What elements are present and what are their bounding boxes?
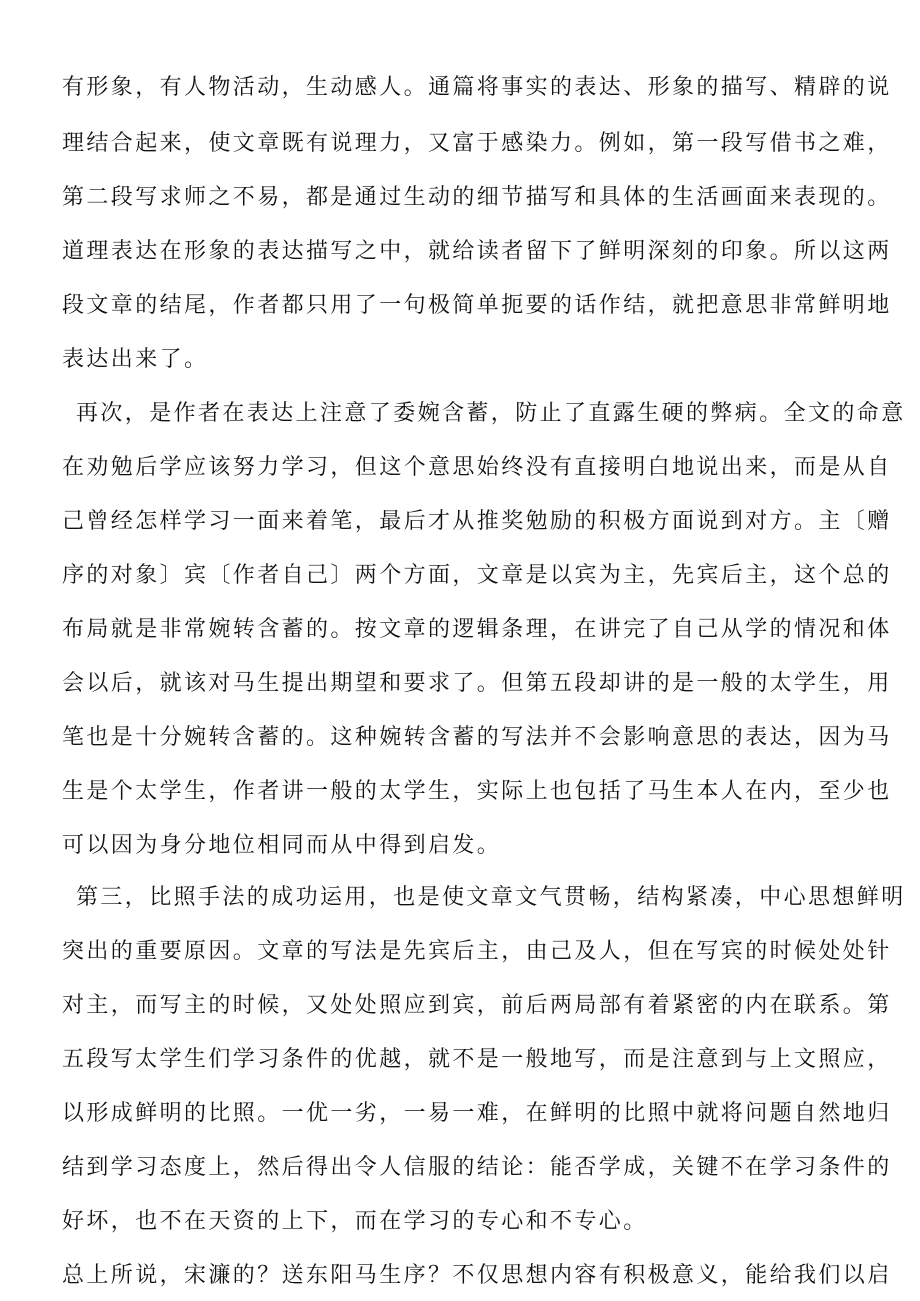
text-line: 生是个太学生，作者讲一般的太学生，实际上也包括了马生本人在内，至少也 [62,779,892,804]
text-line: 五段写太学生们学习条件的优越，就不是一般地写，而是注意到与上文照应， [62,1047,892,1072]
text-line: 布局就是非常婉转含蓄的。按文章的逻辑条理，在讲完了自己从学的情况和体 [62,617,892,642]
text-line: 序的对象〕宾〔作者自己〕两个方面，文章是以宾为主，先宾后主，这个总的 [62,563,892,588]
text-line: 表达出来了。 [62,347,209,372]
text-line: 以形成鲜明的比照。一优一劣，一易一难，在鲜明的比照中就将问题自然地归 [62,1101,892,1126]
text-line: 第二段写求师之不易，都是通过生动的细节描写和具体的生活画面来表现的。 [62,185,892,210]
paragraph-first-line: 总上所说，宋濂的？送东阳马生序？不仅思想内容有积极意义，能给我们以启 [62,1263,892,1288]
text-line: 笔也是十分婉转含蓄的。这种婉转含蓄的写法并不会影响意思的表达，因为马 [62,725,892,750]
text-line: 可以因为身分地位相同而从中得到启发。 [62,833,502,858]
text-line: 道理表达在形象的表达描写之中，就给读者留下了鲜明深刻的印象。所以这两 [62,239,892,264]
text-line: 理结合起来，使文章既有说理力，又富于感染力。例如，第一段写借书之难， [62,131,892,156]
text-line: 会以后，就该对马生提出期望和要求了。但第五段却讲的是一般的太学生，用 [62,671,892,696]
text-line: 有形象，有人物活动，生动感人。通篇将事实的表达、形象的描写、精辟的说 [62,75,892,100]
text-line: 在劝勉后学应该努力学习，但这个意思始终没有直接明白地说出来，而是从自 [62,455,892,480]
text-line: 好坏，也不在天资的上下，而在学习的专心和不专心。 [62,1209,648,1234]
text-line: 己曾经怎样学习一面来着笔，最后才从推奖勉励的积极方面说到对方。主〔赠 [62,509,892,534]
paragraph-first-line: 再次，是作者在表达上注意了委婉含蓄，防止了直露生硬的弊病。全文的命意 [76,401,906,426]
paragraph-first-line: 第三，比照手法的成功运用，也是使文章文气贯畅，结构紧凑，中心思想鲜明 [76,885,906,910]
text-line: 段文章的结尾，作者都只用了一句极简单扼要的话作结，就把意思非常鲜明地 [62,293,892,318]
text-line: 结到学习态度上，然后得出令人信服的结论：能否学成，关键不在学习条件的 [62,1155,892,1180]
text-line: 突出的重要原因。文章的写法是先宾后主，由己及人，但在写宾的时候处处针 [62,939,892,964]
text-line: 对主，而写主的时候，又处处照应到宾，前后两局部有着紧密的内在联系。第 [62,993,892,1018]
